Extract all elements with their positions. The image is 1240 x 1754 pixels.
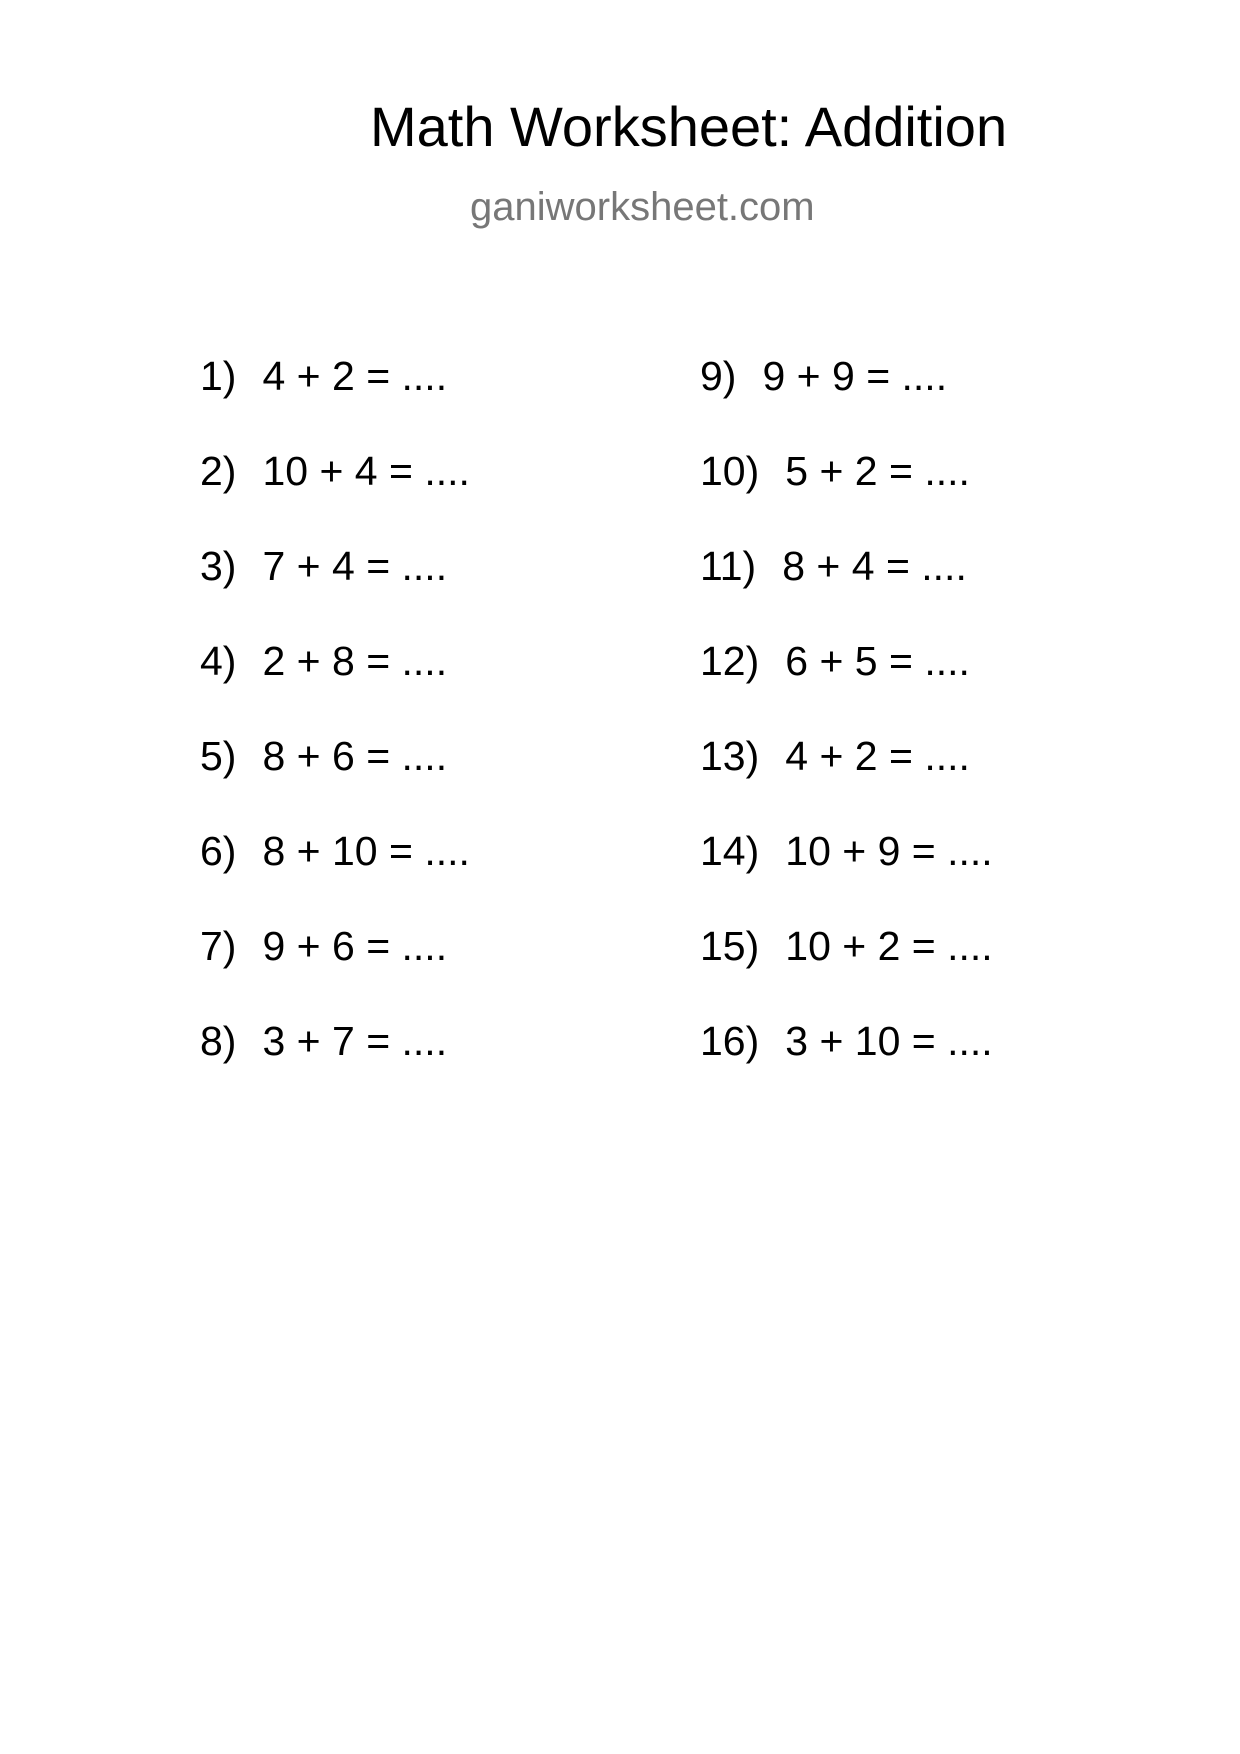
problem-item [700,922,993,1017]
problem-number: 3) [200,543,237,589]
problem-expression: 10 + 4 = .... [262,448,470,494]
problem-item [700,352,993,447]
problem-expression: 10 + 2 = .... [785,923,993,969]
problem-item [200,542,470,637]
problem-number: 14) [700,828,760,874]
problem-item [700,637,993,732]
problem-number: 13) [700,733,760,779]
problem-item [200,827,470,922]
problem-expression: 9 + 6 = .... [262,923,448,969]
problem-number: 8) [200,1018,237,1064]
problem-expression: 8 + 10 = .... [262,828,470,874]
problem-number: 15) [700,923,760,969]
problem-expression: 8 + 6 = .... [262,733,448,779]
source-site: ganiworksheet.com [470,185,815,229]
problem-expression: 10 + 9 = .... [785,828,993,874]
problem-number: 7) [200,923,237,969]
problem-number: 16) [700,1018,760,1064]
problem-expression: 9 + 9 = .... [762,353,948,399]
problem-item [200,1017,470,1112]
problem-number: 6) [200,828,237,874]
problems-right-column [700,352,993,1112]
problem-number: 10) [700,448,760,494]
problem-number: 4) [200,638,237,684]
problem-expression: 4 + 2 = .... [785,733,970,779]
problem-item [700,732,993,827]
problem-expression: 7 + 4 = .... [262,543,448,589]
problem-item [200,352,470,447]
problem-expression: 4 + 2 = .... [262,353,448,399]
problem-expression: 3 + 10 = .... [785,1018,993,1064]
problem-item [200,447,470,542]
worksheet-title: Math Worksheet: Addition [370,95,1008,158]
problem-item [700,1017,993,1112]
problem-number: 2) [200,448,237,494]
problem-expression: 3 + 7 = .... [262,1018,448,1064]
problem-item [200,922,470,1017]
problem-expression: 2 + 8 = .... [262,638,448,684]
problem-item [700,542,993,637]
problem-item [700,827,993,922]
problem-item [700,447,993,542]
problem-number: 11) [700,543,757,589]
problem-item [200,732,470,827]
problem-expression: 8 + 4 = .... [782,543,967,589]
problems-left-column [200,352,470,1112]
problem-item [200,637,470,732]
problem-number: 5) [200,733,237,779]
problem-expression: 5 + 2 = .... [785,448,970,494]
problem-number: 9) [700,353,737,399]
problem-number: 1) [200,353,237,399]
problem-expression: 6 + 5 = .... [785,638,970,684]
problem-number: 12) [700,638,760,684]
